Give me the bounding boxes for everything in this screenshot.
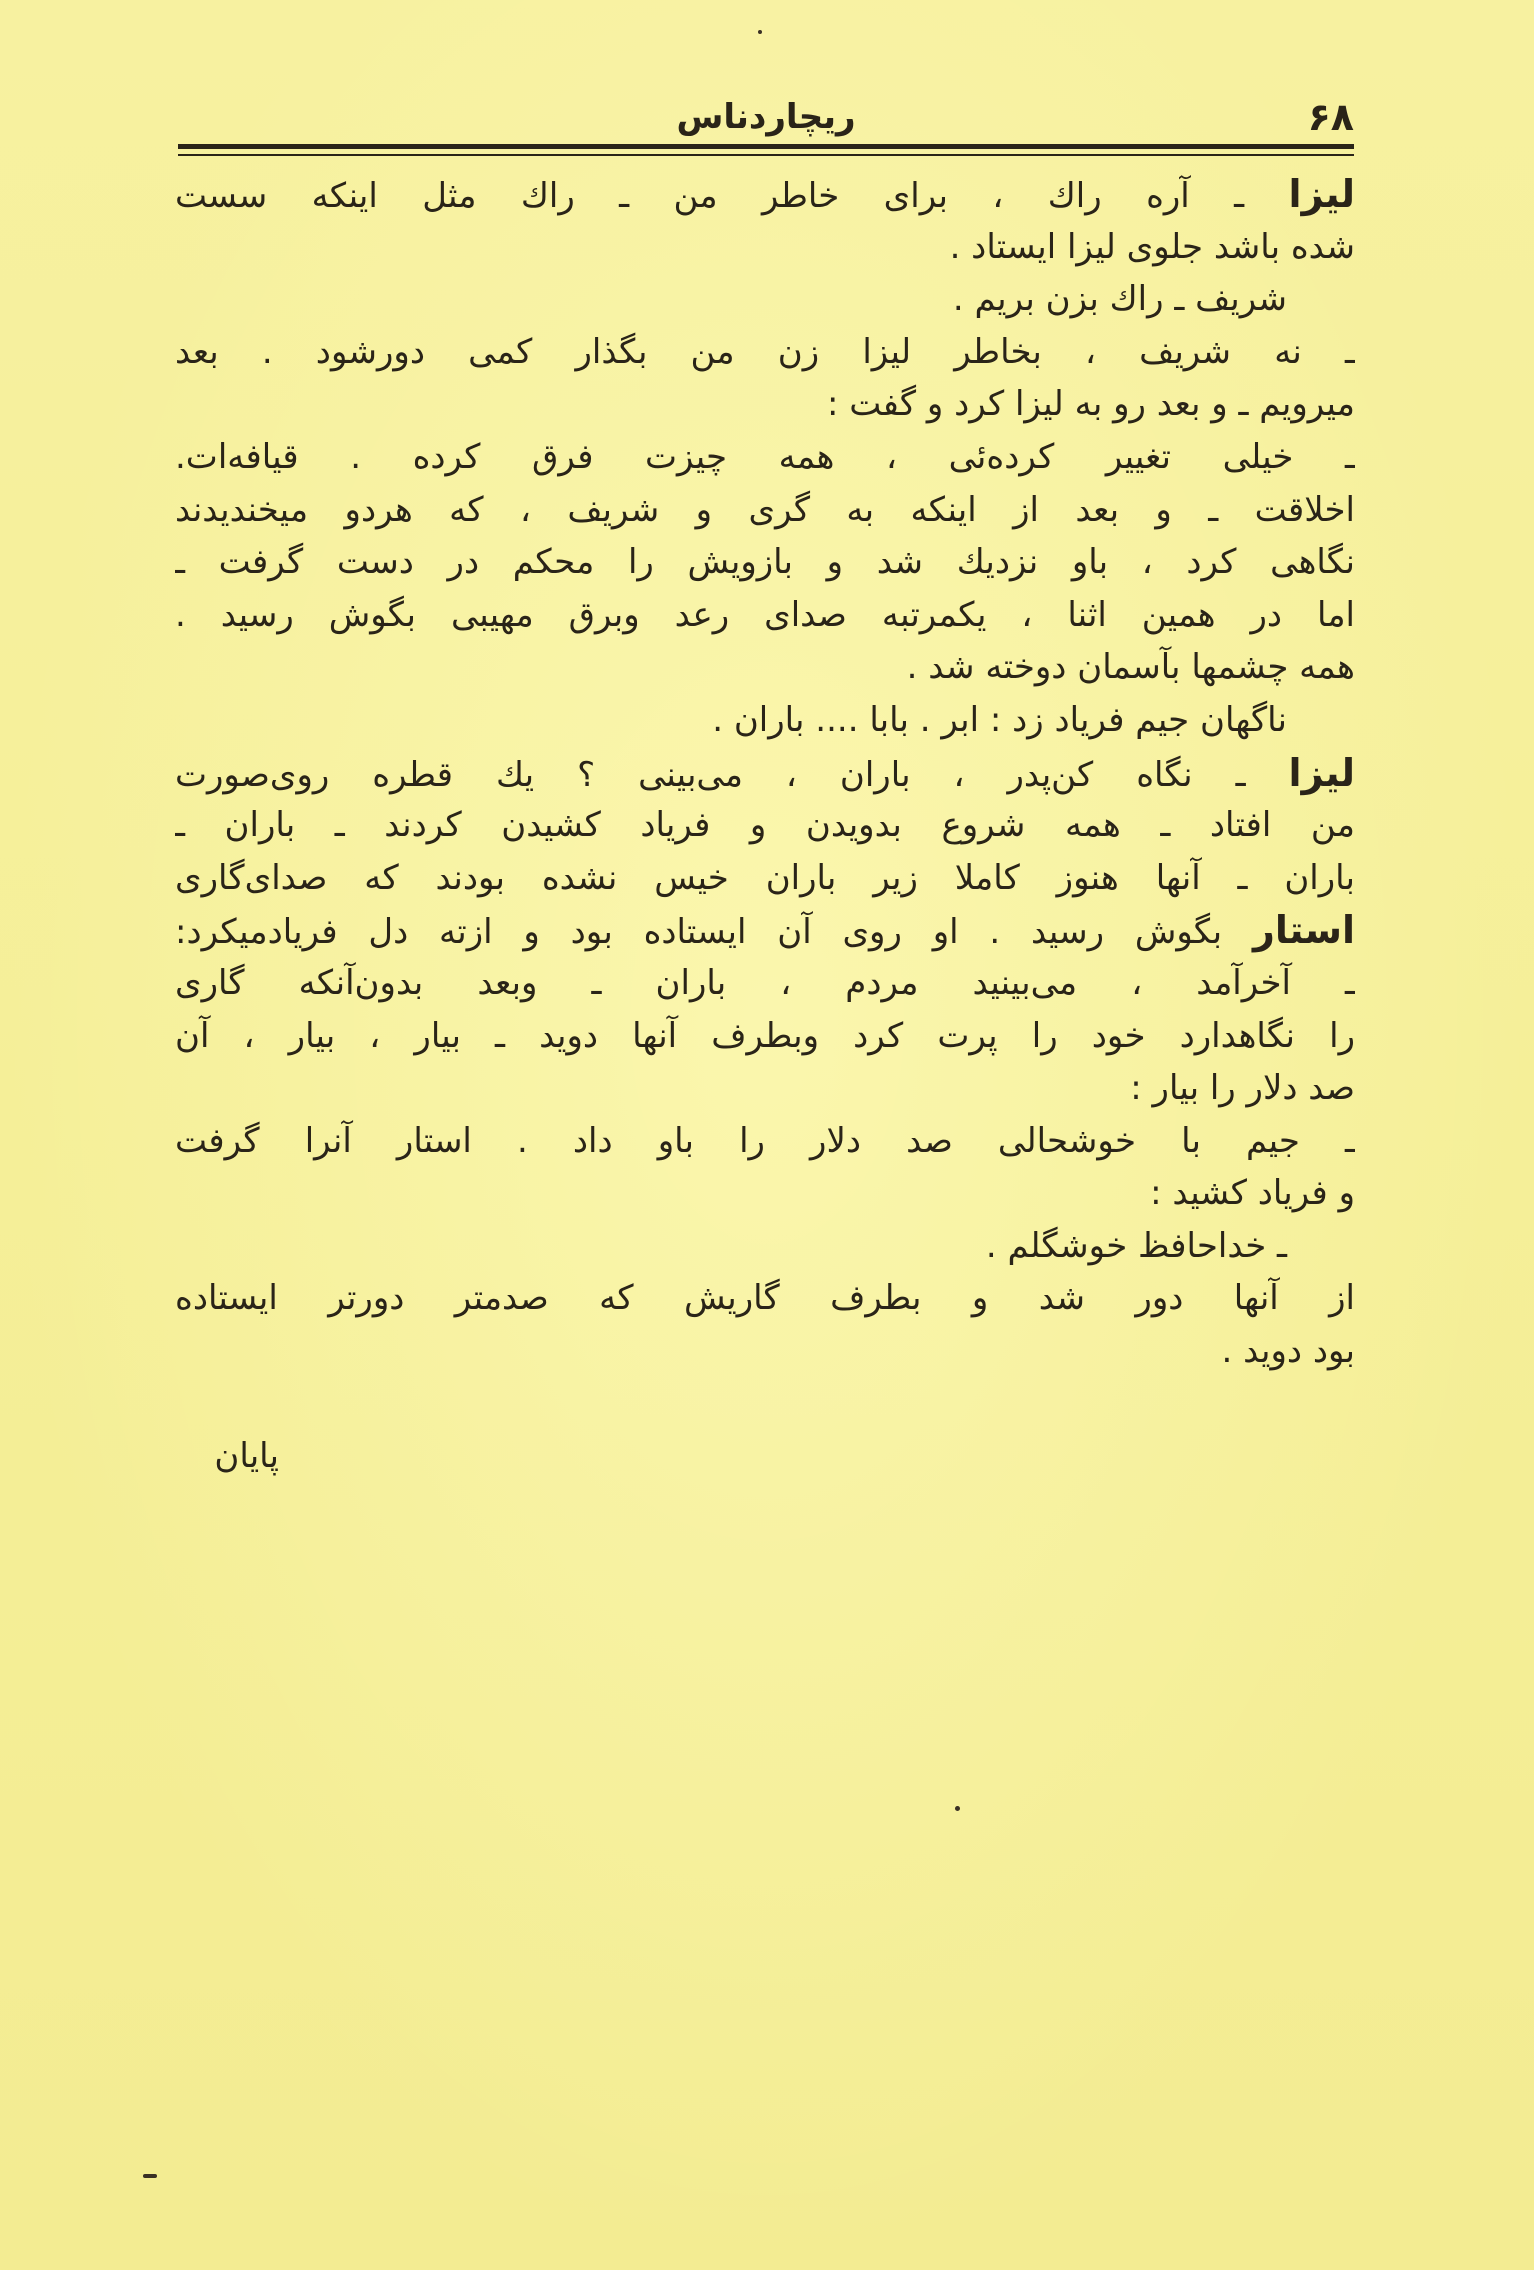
line-text: ـ آره راك ، برای خاطر من ـ راك مثل اینکه سست [175, 176, 1289, 216]
paper-speck [758, 30, 762, 34]
text-line [175, 957, 1355, 1010]
the-end-label: پایان [214, 1436, 279, 1476]
text-line [175, 221, 1355, 274]
header-rule-thick [178, 144, 1354, 149]
speaker-name: استار [1252, 908, 1355, 953]
line-text: و فریاد کشید : [1150, 1173, 1355, 1214]
line-text: باران ـ آنها هنوز کاملا زیر باران خیس نشده بودند که صدای‌گاری [175, 857, 1355, 898]
text-line [175, 1272, 1355, 1325]
text-line [175, 431, 1355, 484]
text-line [175, 747, 1355, 800]
text-line [175, 1115, 1355, 1168]
line-text: من افتاد ـ همه شروع بدویدن و فریاد کشیدن کردند ـ باران ـ [175, 805, 1355, 846]
line-text: نگاهی کرد ، باو نزدیك شد و بازویش را محکم در دست گرفت ـ [175, 542, 1355, 583]
line-text: ناگهان جیم فریاد زد : ابر . بابا .... باران . [712, 699, 1287, 740]
text-line [175, 273, 1355, 326]
text-line [175, 799, 1355, 852]
running-title: ریچاردناس [676, 97, 856, 137]
text-line [175, 904, 1355, 957]
text-line [175, 168, 1355, 221]
line-text: ـ آخرآمد ، می‌بینید مردم ، باران ـ وبعد بدون‌آنکه گاری [175, 962, 1355, 1003]
text-line [175, 589, 1355, 642]
line-text: ـ نگاه کن‌پدر ، باران ، می‌بینی ؟ یك قطره روی‌صورت [175, 754, 1289, 795]
text-line [175, 1010, 1355, 1063]
paper-speck [955, 1806, 960, 1811]
text-line [175, 694, 1355, 747]
line-text: از آنها دور شد و بطرف گاریش که صدمتر دورتر ایستاده [175, 1278, 1355, 1319]
speaker-name: لیزا [1288, 750, 1355, 795]
line-text: شریف ـ راك بزن بریم . [952, 279, 1287, 320]
page-header [178, 92, 1354, 142]
text-line [175, 641, 1355, 694]
text-line [175, 1220, 1355, 1273]
line-text: را نگاهدارد خود را پرت کرد وبطرف آنها دوید ـ بیار ، بیار ، آن [175, 1015, 1355, 1056]
body-text [175, 168, 1355, 1378]
line-text: اما در همین اثنا ، یکمرتبه صدای رعد وبرق مهیبی بگوش رسید . [175, 594, 1355, 635]
text-line [175, 1062, 1355, 1115]
page-number: ۶۸ [1307, 95, 1354, 139]
text-line [175, 326, 1355, 379]
paper-speck [143, 2174, 157, 2178]
line-text: بگوش رسید . او روی آن ایستاده بود و ازته دل فریادمیکرد: [175, 912, 1253, 953]
line-text: ـ نه شریف ، بخاطر لیزا زن من بگذار کمی دورشود . بعد [175, 331, 1355, 372]
header-rule-thin [178, 154, 1354, 156]
speaker-name: لیزا [1288, 172, 1355, 216]
line-text: ـ خیلی تغییر کرده‌ئی ، همه چیزت فرق کرده . قیافه‌ات. [175, 436, 1355, 477]
text-line [175, 378, 1355, 431]
text-line [175, 484, 1355, 537]
line-text: شده باشد جلوی لیزا ایستاد . [949, 226, 1355, 267]
line-text: صد دلار را بیار : [1130, 1068, 1355, 1109]
text-line [175, 1167, 1355, 1220]
line-text: ـ جیم با خوشحالی صد دلار را باو داد . استار آنرا گرفت [175, 1120, 1355, 1161]
text-line [175, 1325, 1355, 1378]
text-line [175, 852, 1355, 905]
text-line [175, 536, 1355, 589]
line-text: ـ خداحافظ خوشگلم . [985, 1225, 1287, 1266]
line-text: اخلاقت ـ و بعد از اینکه به گری و شریف ، که هردو میخندیدند [175, 489, 1355, 530]
line-text: همه چشمها بآسمان دوخته شد . [906, 647, 1355, 688]
line-text: بود دوید . [1221, 1331, 1355, 1372]
line-text: میرویم ـ و بعد رو به لیزا کرد و گفت : [827, 384, 1355, 425]
